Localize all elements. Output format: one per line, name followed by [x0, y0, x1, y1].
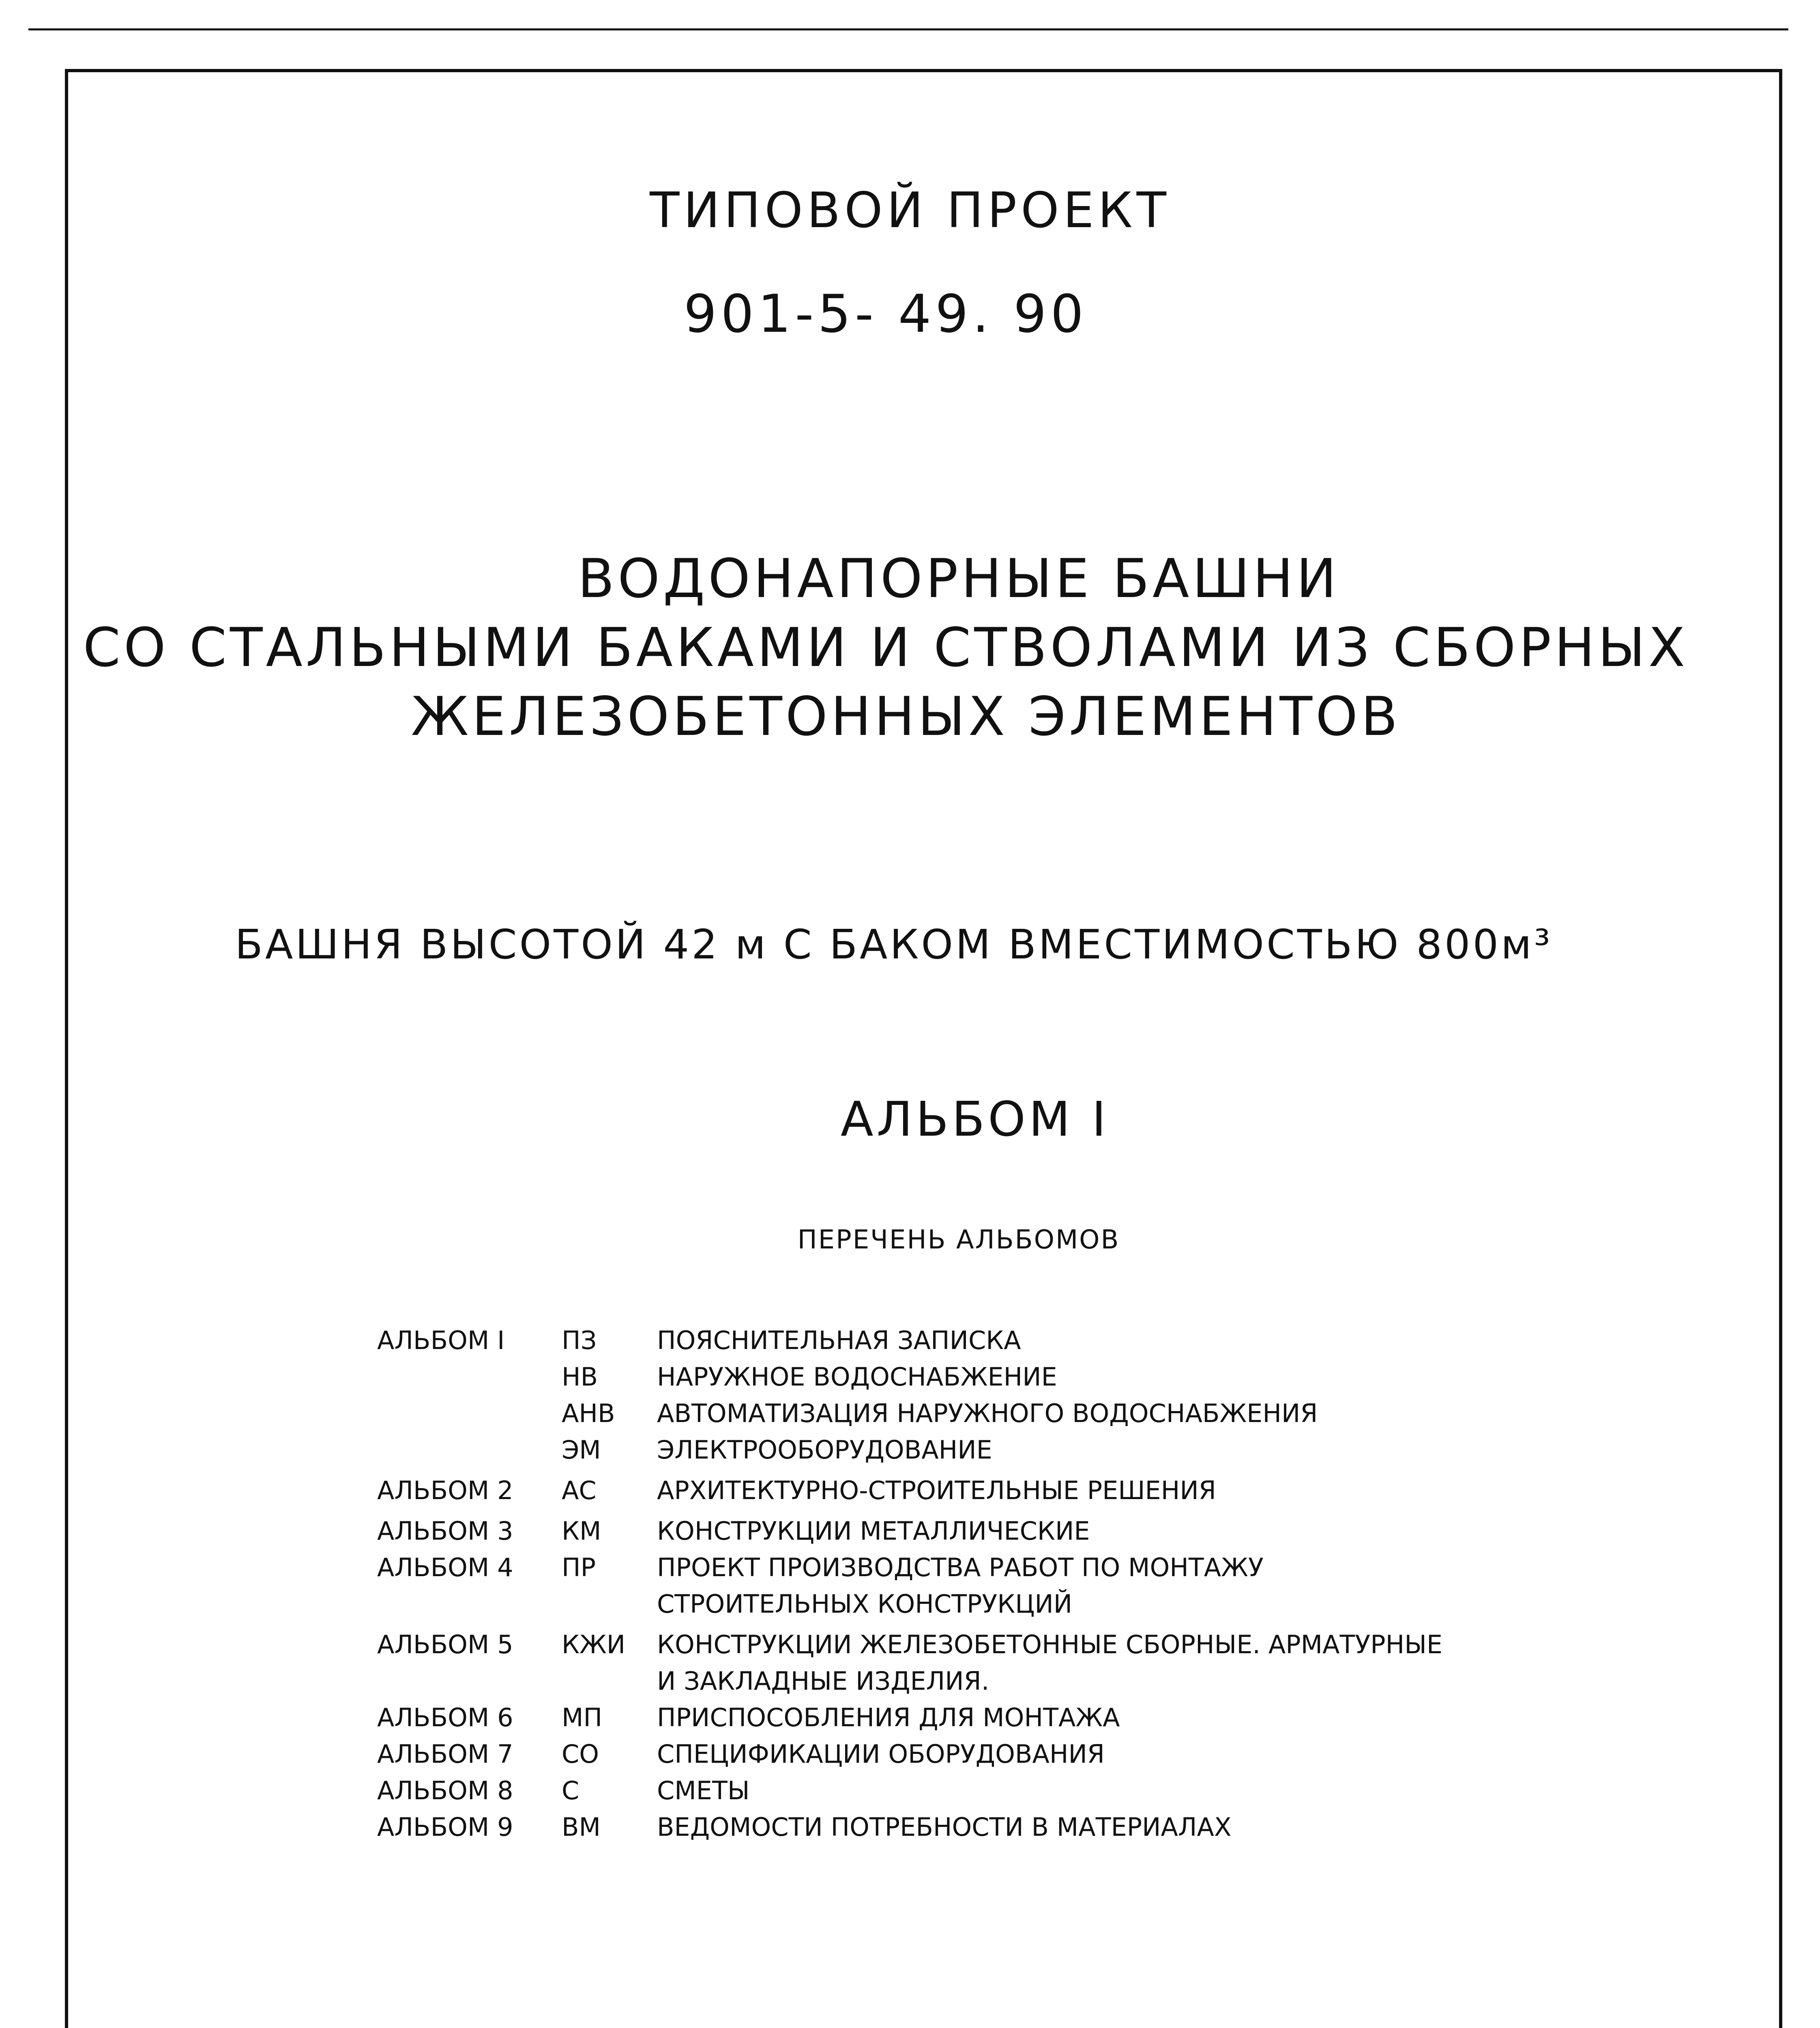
heading-line-1: ВОДОНАПОРНЫЕ БАШНИ	[577, 548, 1340, 610]
tower-subtitle: БАШНЯ ВЫСОТОЙ 42 м С БАКОМ ВМЕСТИМОСТЬЮ 800м³	[235, 921, 1553, 968]
heading-line-3: ЖЕЛЕЗОБЕТОННЫХ ЭЛЕМЕНТОВ	[411, 685, 1401, 748]
album-number: АЛЬБОМ I	[840, 1091, 1110, 1147]
album-list-title: ПЕРЕЧЕНЬ АЛЬБОМОВ	[797, 1225, 1120, 1255]
doc-title: ТИПОВОЙ ПРОЕКТ	[650, 183, 1170, 239]
heading-line-2: СО СТАЛЬНЫМИ БАКАМИ И СТВОЛАМИ ИЗ СБОРНЫХ	[83, 617, 1689, 679]
top-rule	[28, 28, 1788, 30]
project-code: 901-5- 49. 90	[684, 284, 1088, 344]
